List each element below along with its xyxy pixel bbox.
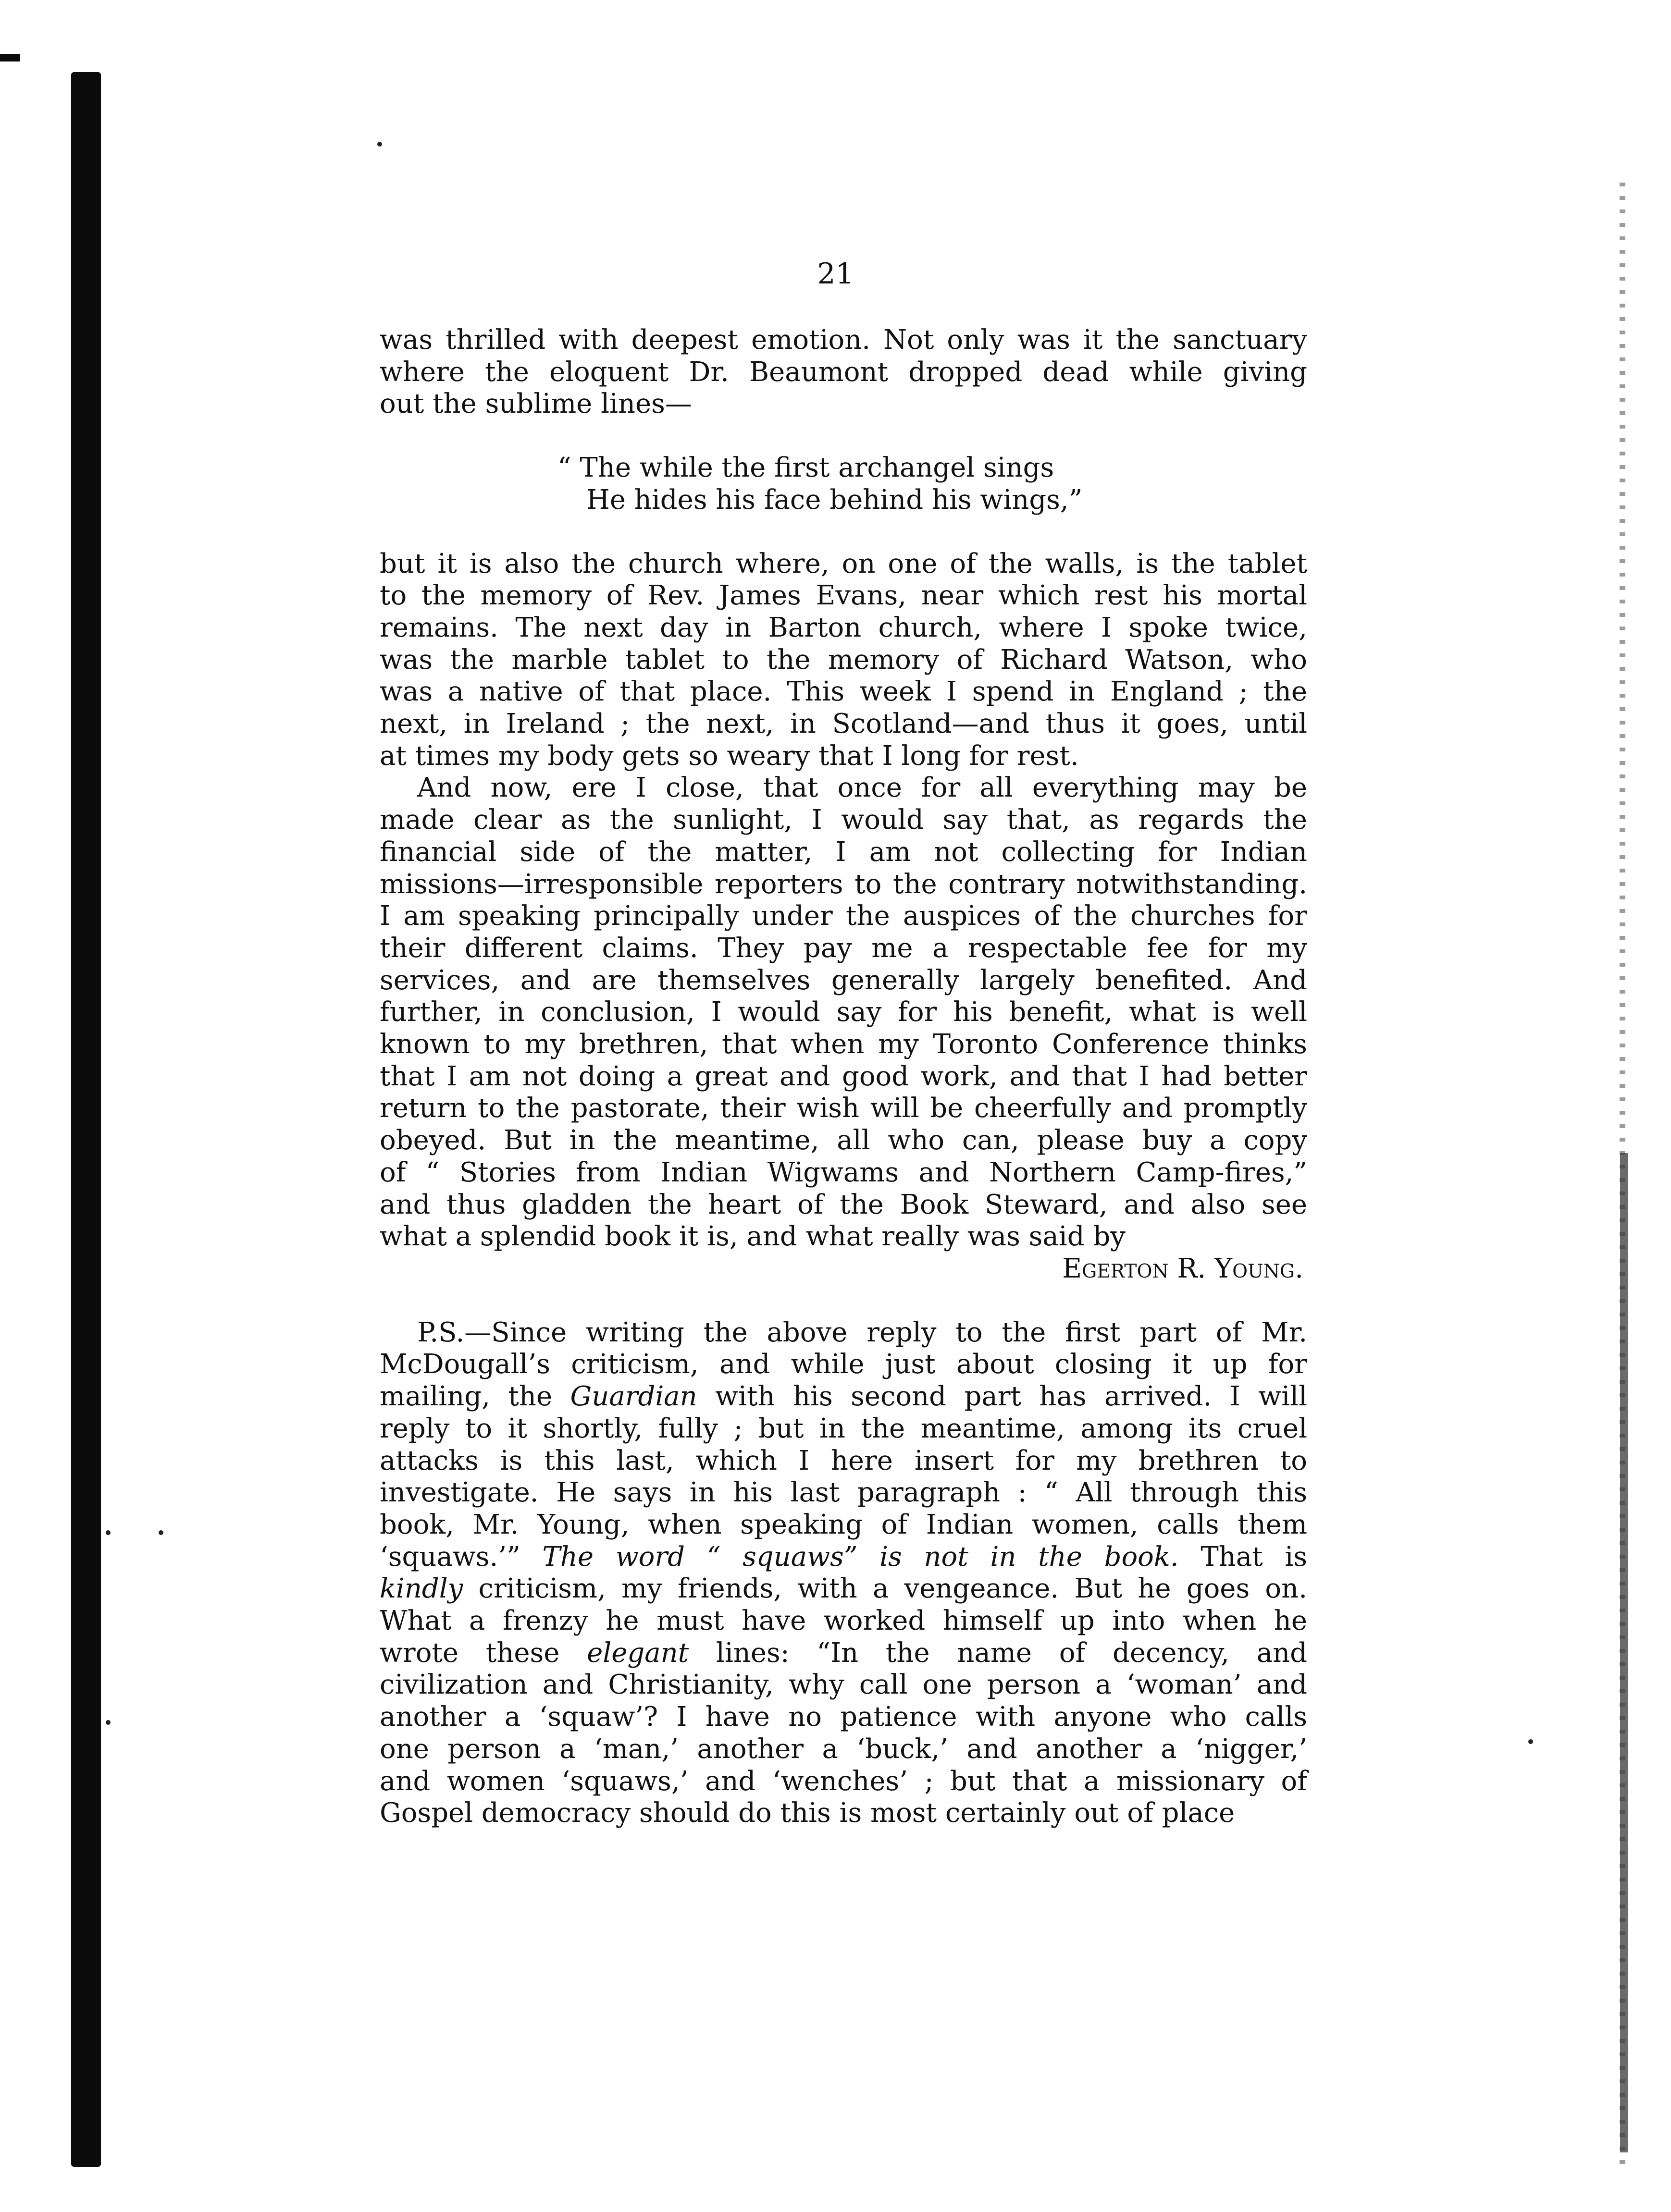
- text-line: made clear as the sunlight, I would say that, as regards the: [380, 804, 1307, 836]
- text-line: was a native of that place. This week I spend in England ; the: [380, 676, 1307, 708]
- postscript: [380, 1317, 1307, 1830]
- text-run: mailing, the: [380, 1381, 570, 1413]
- text-line: missions—irresponsible reporters to the contrary notwithstanding.: [380, 868, 1307, 900]
- text-line: What a frenzy he must have worked himself up into when he: [380, 1605, 1307, 1637]
- quote-line: He hides his face behind his wings,”: [586, 484, 1083, 516]
- text-line: their different claims. They pay me a respectable fee for my: [380, 932, 1307, 964]
- scan-speck: [1528, 1739, 1533, 1744]
- text-line: [380, 1541, 1307, 1573]
- text-line: reply to it shortly, fully ; but in the meantime, among its cruel: [380, 1413, 1307, 1444]
- text-line: one person a ‘man,’ another a ‘buck,’ and another a ‘nigger,’: [380, 1733, 1307, 1765]
- text-line: And now, ere I close, that once for all everything may be: [417, 772, 1307, 804]
- text-line: McDougall’s criticism, and while just about closing it up for: [380, 1349, 1307, 1380]
- paragraph-1: [380, 324, 1307, 420]
- text-line: and thus gladden the heart of the Book Steward, and also see: [380, 1189, 1307, 1220]
- text-line: that I am not doing a great and good work, and that I had better: [380, 1060, 1307, 1092]
- text-line: obeyed. But in the meantime, all who can, please buy a copy: [380, 1125, 1307, 1156]
- text-line: out the sublime lines—: [380, 388, 692, 420]
- text-line: [380, 1637, 1307, 1670]
- text-line: to the memory of Rev. James Evans, near which rest his mortal: [380, 580, 1307, 612]
- text-line: another a ‘squaw’? I have no patience with anyone who calls: [380, 1701, 1307, 1733]
- text-line: was thrilled with deepest emotion. Not only was it the sanctuary: [380, 324, 1307, 356]
- text-line: what a splendid book it is, and what really was said by: [380, 1221, 1126, 1253]
- text-line: known to my brethren, that when my Toronto Conference thinks: [380, 1029, 1307, 1060]
- text-line: P.S.—Since writing the above reply to the first part of Mr.: [417, 1316, 1307, 1348]
- text-line: civilization and Christianity, why call one person a ‘woman’ and: [380, 1669, 1307, 1701]
- text-line: remains. The next day in Barton church, where I spoke twice,: [380, 612, 1307, 643]
- text-run: That is: [1178, 1541, 1307, 1573]
- text-line: next, in Ireland ; the next, in Scotland—and thus it goes, until: [380, 708, 1307, 740]
- signature: Egerton R. Young.: [1062, 1253, 1303, 1284]
- text-line: but it is also the church where, on one of the walls, is the tablet: [380, 548, 1307, 579]
- binding-shadow: [71, 72, 101, 2167]
- text-line: [380, 1381, 1307, 1413]
- text-line: at times my body gets so weary that I long for rest.: [380, 740, 1079, 772]
- italic-run: kindly: [380, 1573, 463, 1605]
- page-edge-shadow: [1620, 1153, 1628, 2152]
- quote-line: “ The while the first archangel sings: [557, 452, 1054, 484]
- italic-run: Guardian: [570, 1381, 697, 1413]
- text-run: with his second part has arrived. I will: [697, 1381, 1307, 1413]
- block-quote: [380, 452, 1307, 516]
- body-text: [380, 324, 1307, 1830]
- text-line: of “ Stories from Indian Wigwams and Northern Camp-fires,”: [380, 1156, 1307, 1188]
- scan-speck: [377, 142, 382, 147]
- text-run: ‘squaws.’”: [380, 1541, 543, 1573]
- scan-speck: [106, 1720, 111, 1725]
- scan-speck: [106, 1530, 111, 1535]
- text-line: services, and are themselves generally largely benefited. And: [380, 964, 1307, 996]
- italic-run: elegant: [587, 1637, 689, 1669]
- italic-run: The word “ squaws” is not in the book.: [542, 1541, 1179, 1573]
- text-line: further, in conclusion, I would say for his benefit, what is well: [380, 996, 1307, 1028]
- page-number: 21: [817, 257, 854, 291]
- text-line: Gospel democracy should do this is most certainly out of place: [380, 1797, 1235, 1829]
- paragraph-3: [380, 772, 1307, 1253]
- scan-corner-mark: [0, 54, 20, 61]
- text-line: was the marble tablet to the memory of Richard Watson, who: [380, 644, 1307, 676]
- text-line: investigate. He says in his last paragraph : “ All through this: [380, 1477, 1307, 1509]
- text-line: [380, 1573, 1307, 1605]
- text-line: I am speaking principally under the auspices of the churches for: [380, 900, 1307, 932]
- text-line: book, Mr. Young, when speaking of Indian women, calls them: [380, 1509, 1307, 1540]
- text-run: lines: “In the name of decency, and: [689, 1637, 1307, 1669]
- text-line: where the eloquent Dr. Beaumont dropped dead while giving: [380, 356, 1307, 388]
- scan-speck: [159, 1530, 163, 1535]
- text-line: financial side of the matter, I am not collecting for Indian: [380, 836, 1307, 868]
- text-run: criticism, my friends, with a vengeance. But he goes on.: [463, 1573, 1307, 1605]
- text-line: and women ‘squaws,’ and ‘wenches’ ; but that a missionary of: [380, 1765, 1307, 1797]
- text-line: return to the pastorate, their wish will be cheerfully and promptly: [380, 1093, 1307, 1124]
- text-run: wrote these: [380, 1637, 587, 1669]
- text-line: attacks is this last, which I here insert for my brethren to: [380, 1445, 1307, 1476]
- paragraph-2: [380, 548, 1307, 773]
